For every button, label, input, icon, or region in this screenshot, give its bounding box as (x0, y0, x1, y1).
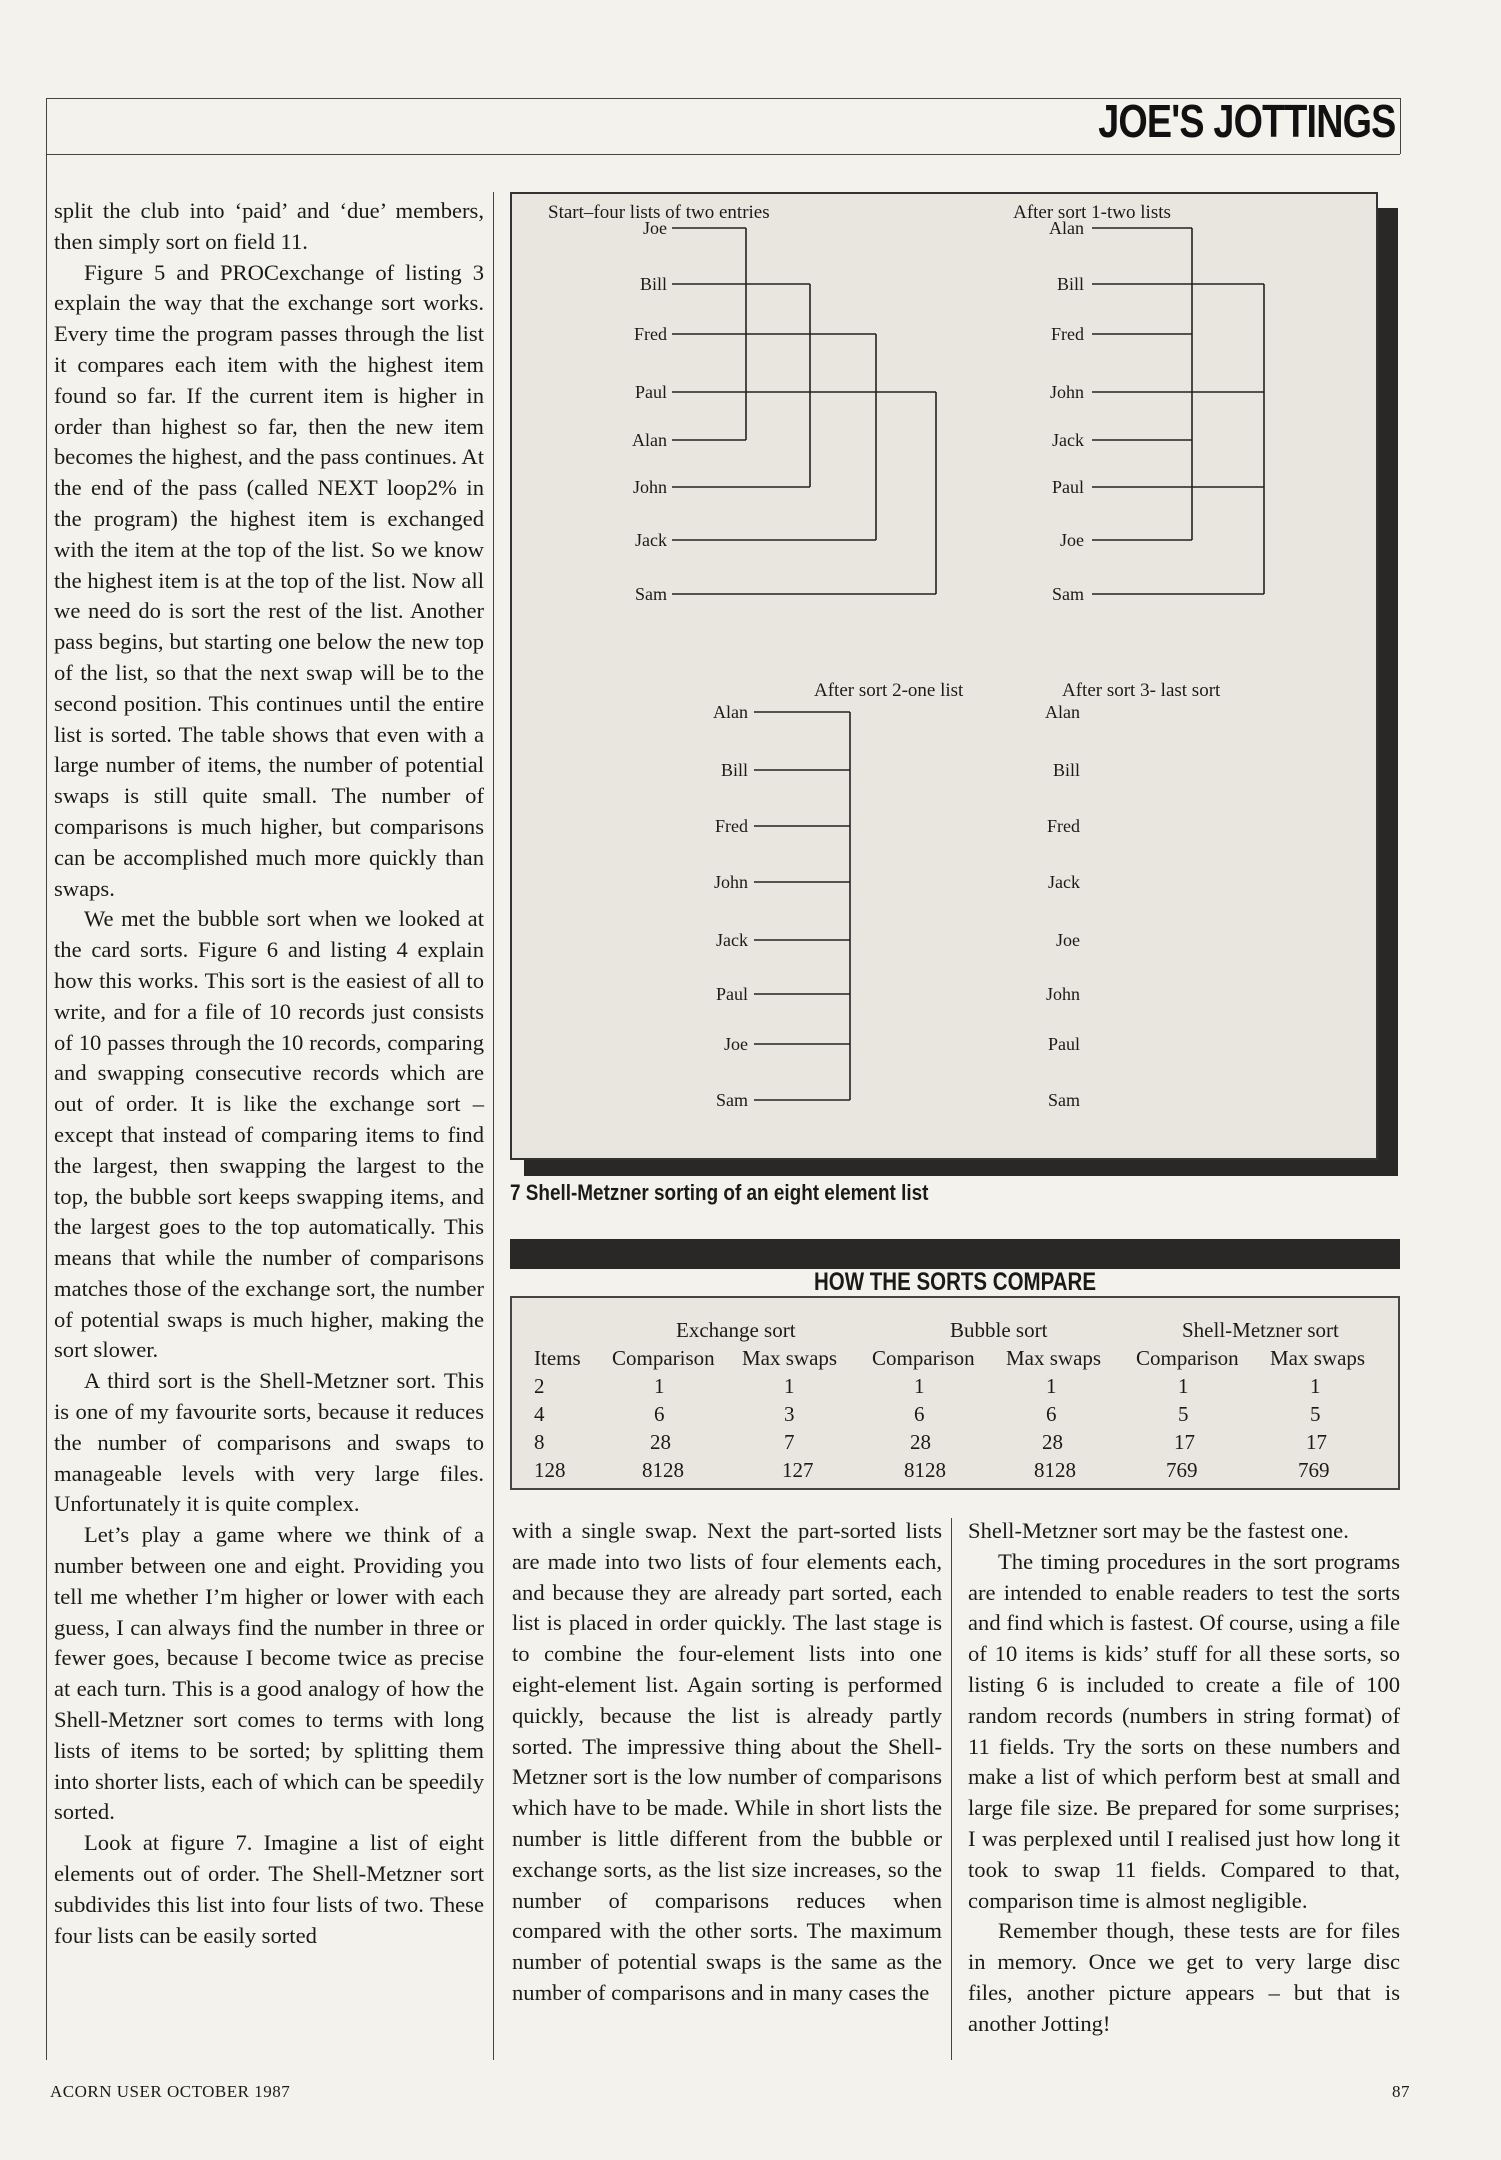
table-title (510, 1268, 1400, 1297)
list-item-name: Joe (643, 218, 667, 238)
list-item-name: Bill (1052, 760, 1080, 780)
table-cell: 28 (650, 1430, 671, 1454)
list-item-name: Bill (720, 760, 748, 780)
table-cell: 1 (1046, 1374, 1057, 1398)
comparison-table (510, 1296, 1400, 1490)
column-header: Comparison (1136, 1346, 1239, 1370)
list-item-name: Sam (634, 584, 667, 604)
list-item-name: Bill (1056, 274, 1084, 294)
table-cell: 7 (784, 1430, 795, 1454)
list-item-name: Bill (639, 274, 667, 294)
column-divider-2 (951, 1518, 952, 2060)
group-header: Bubble sort (950, 1318, 1048, 1342)
table-cell: 17 (1306, 1430, 1327, 1454)
table-cell: 1 (654, 1374, 665, 1398)
list-item-name: Fred (1047, 816, 1080, 836)
list-item-name: Alan (1049, 218, 1084, 238)
table-header-bar (510, 1239, 1400, 1269)
list-item-name: John (713, 872, 748, 892)
column-header: Comparison (872, 1346, 975, 1370)
body-column-3 (968, 1516, 1400, 2040)
body-column-1 (54, 196, 484, 1951)
list-item-name: John (632, 477, 667, 497)
table-cell: 5 (1310, 1402, 1321, 1426)
table-cell: 769 (1166, 1458, 1198, 1482)
paragraph: with a single swap. Next the part-sorted lists are made into two lists of four elements each, and because they are already part sorted, each list is placed in order quickly. The last stage is to combine the four-element lists into one eight-element list. Again sorting is performed quickly, because the list is already partly sorted. The impressive thing about the Shell-Metzner sort is the low number of comparisons which have to be made. While in short lists the number is little different from the bubble or exchange sorts, as the list size increases, so the number of comparisons reduces when compared with the other sorts. The maximum number of potential swaps is the same as the number of comparisons and in many cases the (512, 1518, 942, 2005)
figure-caption: 7 Shell-Metzner sorting of an eight element list (510, 1180, 929, 1205)
paragraph: Look at figure 7. Imagine a list of eight elements out of order. The Shell-Metzner sort subdivides this list into four lists of two. These four lists can be easily sorted (54, 1830, 484, 1948)
header-right-rule (1400, 98, 1401, 154)
table-cell: 8 (534, 1430, 545, 1454)
panel-title: After sort 1-two lists (1013, 202, 1171, 223)
column-header: Max swaps (1270, 1346, 1366, 1370)
table-cell: 28 (1042, 1430, 1063, 1454)
table-cell: 8128 (904, 1458, 946, 1482)
table-cell: 6 (914, 1402, 925, 1426)
paragraph: Figure 5 and PROCexchange of listing 3 explain the way that the exchange sort works. Every time the program passes through the list it compares each item with the highest item found so far. If the current item is higher in order than highest so far, then the new item becomes the highest, and the pass continues. At the end of the pass (called NEXT loop2% in the program) the highest item is exchanged with the item at the top of the list. So we know the highest item is at the top of the list. Now all we need do is sort the rest of the list. Another pass begins, but starting one below the new top of the list, so that the next swap will be to the second position. This continues until the entire list is sorted. The table shows that even with a large number of items, the number of potential swaps is still quite small. The number of comparisons is much higher, but comparisons can be accomplished much more quickly than swaps. (54, 259, 484, 901)
list-item-name: Paul (715, 984, 748, 1004)
footer-publication: ACORN USER OCTOBER 1987 (50, 2082, 291, 2101)
paragraph: split the club into ‘paid’ and ‘due’ members, then simply sort on field 11. (54, 198, 484, 254)
list-item-name: Sam (1047, 1090, 1080, 1110)
table-cell: 4 (534, 1402, 545, 1426)
list-item-name: Alan (632, 430, 667, 450)
list-item-name: Jack (1052, 430, 1084, 450)
list-item-name: Jack (1048, 872, 1080, 892)
list-item-name: Paul (1051, 477, 1084, 497)
table-cell: 127 (782, 1458, 814, 1482)
table-cell: 17 (1174, 1430, 1195, 1454)
figure-shadow (1378, 208, 1398, 1176)
column-header: Comparison (612, 1346, 715, 1370)
panel-title: Start–four lists of two entries (548, 202, 770, 223)
paragraph: Remember though, these tests are for files in memory. Once we get to very large disc files, another picture appears – but that is another Jotting! (968, 1918, 1400, 2036)
header-left-rule (46, 98, 47, 2060)
figure-7-diagram (510, 192, 1378, 1160)
list-item-name: Jack (716, 930, 748, 950)
paragraph: We met the bubble sort when we looked at the card sorts. Figure 6 and listing 4 explain how this works. This sort is the easiest of all to write, and for a file of 10 records just consists of 10 passes through the 10 records, comparing and swapping consecutive records which are out of order. It is like the exchange sort – except that instead of comparing items to find the largest, then swapping the largest to the top, the bubble sort keeps swapping items, and the largest goes to the top automatically. This means that while the number of comparisons matches those of the exchange sort, the number of potential swaps is much higher, making the sort slower. (54, 906, 484, 1363)
table-cell: 1 (1178, 1374, 1189, 1398)
list-item-name: Alan (713, 702, 748, 722)
body-column-2 (512, 1516, 942, 2009)
table-cell: 769 (1298, 1458, 1330, 1482)
table-cell: 5 (1178, 1402, 1189, 1426)
list-item-name: Sam (715, 1090, 748, 1110)
table-cell: 2 (534, 1374, 545, 1398)
list-item-name: Alan (1045, 702, 1080, 722)
list-item-name: Fred (715, 816, 748, 836)
list-item-name: John (1049, 382, 1084, 402)
paragraph: Shell-Metzner sort may be the fastest one. (968, 1518, 1349, 1543)
list-item-name: Joe (1056, 930, 1080, 950)
list-item-name: Joe (724, 1034, 748, 1054)
list-item-name: John (1045, 984, 1080, 1004)
table-cell: 8128 (642, 1458, 684, 1482)
list-item-name: Paul (1047, 1034, 1080, 1054)
table-cell: 1 (784, 1374, 795, 1398)
list-item-name: Jack (635, 530, 667, 550)
page-number: 87 (1392, 2082, 1410, 2101)
list-item-name: Fred (1051, 324, 1084, 344)
panel-title: After sort 3- last sort (1062, 680, 1221, 701)
list-item-name: Joe (1060, 530, 1084, 550)
header-bottom-rule (46, 154, 1400, 155)
column-header: Items (534, 1346, 581, 1370)
paragraph: A third sort is the Shell-Metzner sort. This is one of my favourite sorts, because it reduces the number of comparisons and swaps to manageable levels with very large files. Unfortunately it is quite complex. (54, 1368, 484, 1517)
table-cell: 6 (654, 1402, 665, 1426)
list-item-name: Fred (634, 324, 667, 344)
table-cell: 1 (1310, 1374, 1321, 1398)
figure-shadow (524, 1160, 1398, 1176)
table-cell: 3 (784, 1402, 795, 1426)
column-divider-1 (493, 192, 494, 2060)
group-header: Shell-Metzner sort (1182, 1318, 1339, 1342)
sort-diagram (512, 194, 1376, 1158)
paragraph: The timing procedures in the sort programs are intended to enable readers to test the sorts and find which is fastest. Of course, using a file of 10 items is kids’ stuff for all these sorts, so listing 6 is included to create a file of 100 random records (numbers in string format) of 11 fields. Try the sorts on these numbers and make a list of which perform best at small and large file size. Be prepared for some surprises; I was perplexed until I realised just how long it took to swap 11 fields. Compared to that, comparison time is almost negligible. (968, 1548, 1400, 1913)
table-title-text: HOW THE SORTS COMPARE (813, 1268, 1097, 1296)
group-header: Exchange sort (676, 1318, 796, 1342)
column-header: Max swaps (1006, 1346, 1102, 1370)
section-title: JOE'S JOTTINGS (1097, 95, 1395, 147)
paragraph: Let’s play a game where we think of a number between one and eight. Providing you tell me whether I’m higher or lower with each guess, I can always find the number in three or fewer goes, because I become twice as precise at each turn. This is a good analogy of how the Shell-Metzner sort comes to terms with long lists of items to be sorted; by splitting them into shorter lists, each of which can be speedily sorted. (54, 1522, 484, 1825)
column-header: Max swaps (742, 1346, 838, 1370)
table-cell: 8128 (1034, 1458, 1076, 1482)
list-item-name: Sam (1051, 584, 1084, 604)
table-cell: 128 (534, 1458, 566, 1482)
table-cell: 1 (914, 1374, 925, 1398)
table-cell: 28 (910, 1430, 931, 1454)
panel-title: After sort 2-one list (814, 680, 964, 701)
table-cell: 6 (1046, 1402, 1057, 1426)
list-item-name: Paul (634, 382, 667, 402)
